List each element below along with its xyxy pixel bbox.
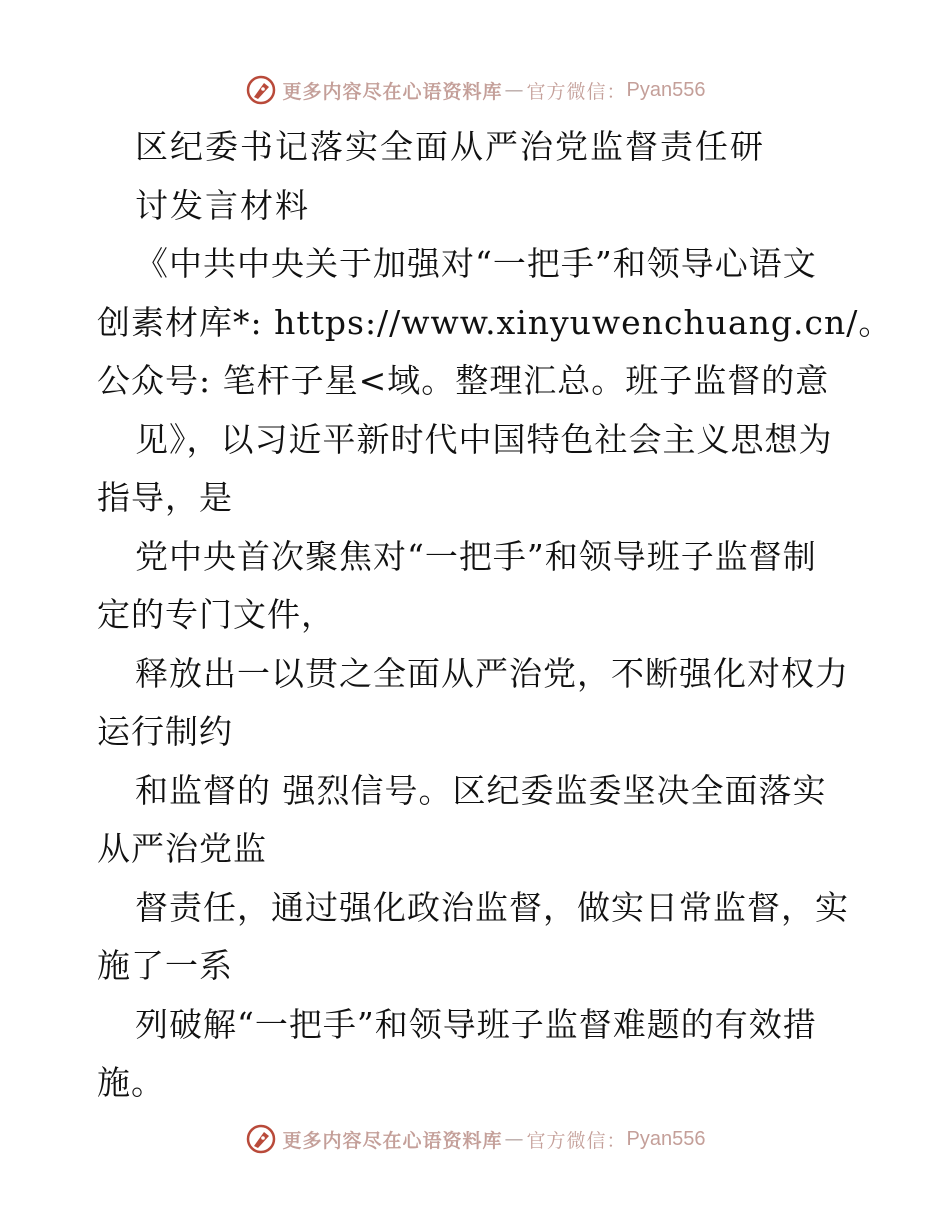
paragraph-line: 从严治党监: [97, 829, 267, 868]
banner-site-text: 更多内容尽在心语资料库: [282, 1129, 503, 1152]
paragraph-line: 定的专门文件，: [97, 595, 335, 634]
footer-banner: [0, 1117, 950, 1161]
banner-wechat-label: 官方微信：: [526, 1129, 627, 1152]
pen-nib-logo-icon: [245, 1123, 277, 1155]
paragraph-line: 党中央首次聚焦对“一把手”和领导班子监督制: [135, 536, 817, 576]
paragraph-line: 创素材库*: https://www.xinyuwenchuang.cn/。: [97, 302, 893, 342]
document-title-line: 讨发言材料: [135, 185, 310, 225]
paragraph-line: 公众号: 笔杆子星<域。整理汇总。班子监督的意: [97, 361, 830, 400]
banner-account: Pyan556: [626, 1127, 706, 1150]
paragraph-line: 指导，是: [97, 478, 233, 517]
banner-dash: —: [504, 79, 525, 101]
paragraph-line: 《中共中央关于加强对“一把手”和领导心语文: [135, 244, 817, 283]
paragraph-line: 运行制约: [97, 712, 233, 751]
banner-wechat-label: 官方微信：: [526, 80, 627, 103]
paragraph-line: 督责任，通过强化政治监督，做实日常监督，实: [135, 887, 849, 927]
paragraph-line: 施。: [97, 1063, 165, 1102]
paragraph-line: 释放出一以贯之全面从严治党，不断强化对权力: [135, 653, 849, 693]
paragraph-line: 和监督的 强烈信号。区纪委监委坚决全面落实: [135, 770, 827, 810]
paragraph-line: 施了一系: [97, 946, 233, 985]
banner-dash: —: [504, 1128, 525, 1150]
document-title-line: 区纪委书记落实全面从严治党监督责任研: [135, 127, 765, 166]
document-body: [97, 118, 893, 1113]
paragraph-line: 列破解“一把手”和领导班子监督难题的有效措: [135, 1004, 817, 1044]
banner-site-text: 更多内容尽在心语资料库: [282, 80, 503, 103]
paragraph-line: 见》，以习近平新时代中国特色社会主义思想为: [135, 419, 833, 459]
banner-account: Pyan556: [626, 78, 706, 101]
pen-nib-logo-icon: [245, 74, 277, 106]
header-banner: [0, 68, 950, 112]
